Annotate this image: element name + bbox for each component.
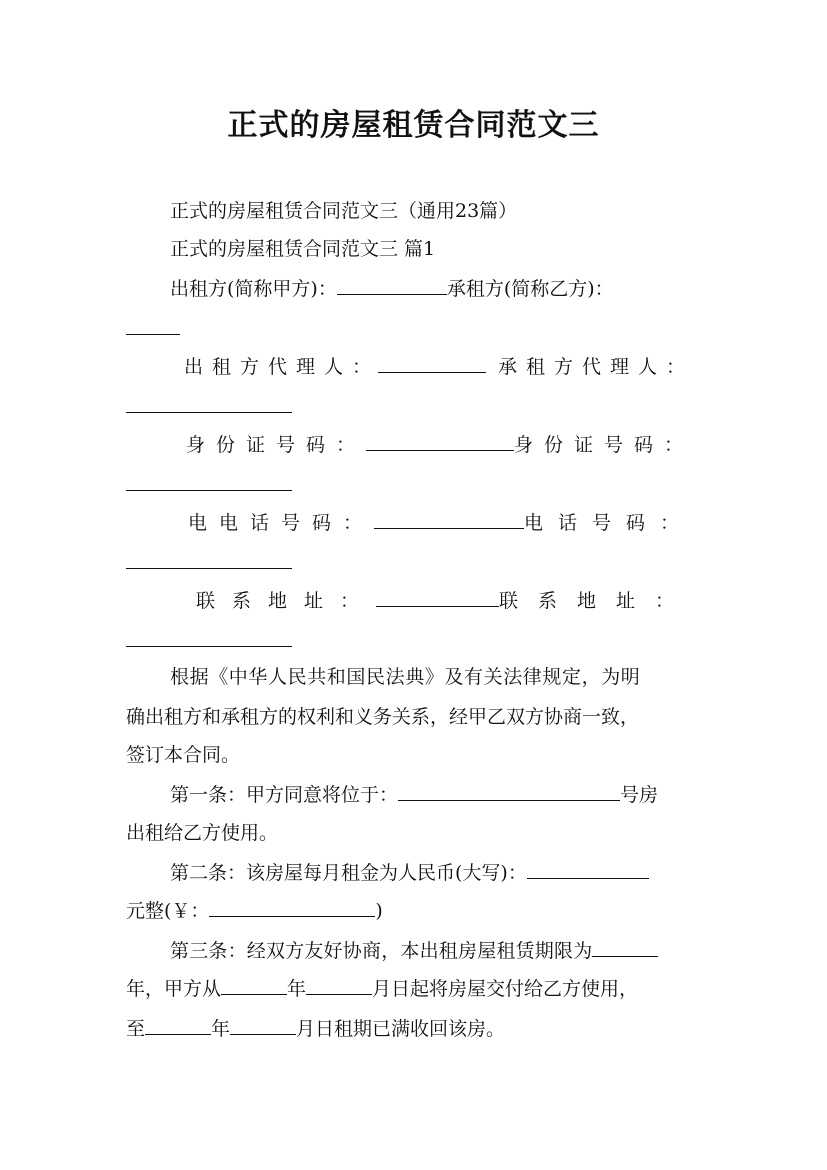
article3-prefix: 第三条：经双方友好协商，本出租房屋租赁期限为 [170,940,593,962]
address-label-2: 联系地址： [498,590,694,612]
phone-blank-2[interactable] [126,567,292,569]
document-title: 正式的房屋租赁合同范文三 [227,108,600,143]
document-subtitle: 正式的房屋租赁合同范文三（通用23篇） [170,200,518,222]
article2-prefix: 第二条：该房屋每月租金为人民币(大写)： [170,862,527,884]
article3-end-month-blank[interactable] [230,1016,296,1035]
article3-line-2 [126,976,638,1002]
article2-line-1 [170,860,649,886]
phone-blank-1[interactable] [374,510,524,529]
lessor-label: 出租方(简称甲方)： [170,278,337,300]
address-blank-1[interactable] [376,588,499,607]
preamble-line-1: 根据《中华人民共和国民法典》及有关法律规定，为明 [170,666,641,688]
phone-label-1: 电电话号码： [188,512,375,534]
article3-end-year-blank[interactable] [145,1016,211,1035]
article2-line2-prefix: 元整(￥： [126,900,210,922]
article2-line2-suffix: ) [375,900,383,922]
id-line [186,432,694,458]
article3-line-3 [126,1016,505,1042]
article2-amount-blank[interactable] [527,860,649,879]
lessor-agent-blank[interactable] [378,354,486,373]
article3-start-year-blank[interactable] [221,976,287,995]
lessee-agent-blank[interactable] [126,411,292,413]
id-label-2: 身份证号码： [513,434,694,456]
id-blank-2[interactable] [126,489,292,491]
lessor-blank[interactable] [337,276,447,295]
phone-label-2: 电话号码： [523,512,694,534]
article1-line-1 [170,782,658,808]
id-blank-1[interactable] [366,432,514,451]
article3-start-month-blank[interactable] [306,976,372,995]
address-line [196,588,694,614]
article2-line-2 [126,898,383,924]
preamble-line-2: 确出租方和承租方的权利和义务关系，经甲乙双方协商一致， [126,706,640,728]
id-label-1: 身份证号码： [186,434,367,456]
article3-line2-b: 年 [287,978,307,1000]
article3-years-blank[interactable] [592,938,658,957]
phone-line [188,510,694,536]
article3-line3-c: 月日租期已满收回该房。 [296,1018,506,1040]
lessor-agent-label: 出租方代理人： [184,356,381,378]
article2-number-blank[interactable] [209,898,375,917]
article1-prefix: 第一条：甲方同意将位于： [170,784,399,806]
agent-line [184,354,694,380]
article3-line-1 [170,938,658,964]
lessee-blank[interactable] [126,333,180,335]
address-label-1: 联系地址： [196,590,377,612]
article1-line-2: 出租给乙方使用。 [126,822,279,844]
section-heading: 正式的房屋租赁合同范文三 篇1 [170,238,436,260]
lessor-line [170,276,614,302]
lessee-agent-label: 承租方代理人： [497,356,694,378]
preamble-line-3: 签订本合同。 [126,744,241,766]
article3-line3-b: 年 [211,1018,231,1040]
address-blank-2[interactable] [126,645,292,647]
article3-line2-c: 月日起将房屋交付给乙方使用， [372,978,639,1000]
article1-location-blank[interactable] [398,782,620,801]
article1-suffix: 号房 [620,784,659,806]
lessee-label: 承租方(简称乙方)： [446,278,614,300]
article3-line3-a: 至 [126,1018,146,1040]
article3-line2-a: 年，甲方从 [126,978,222,1000]
